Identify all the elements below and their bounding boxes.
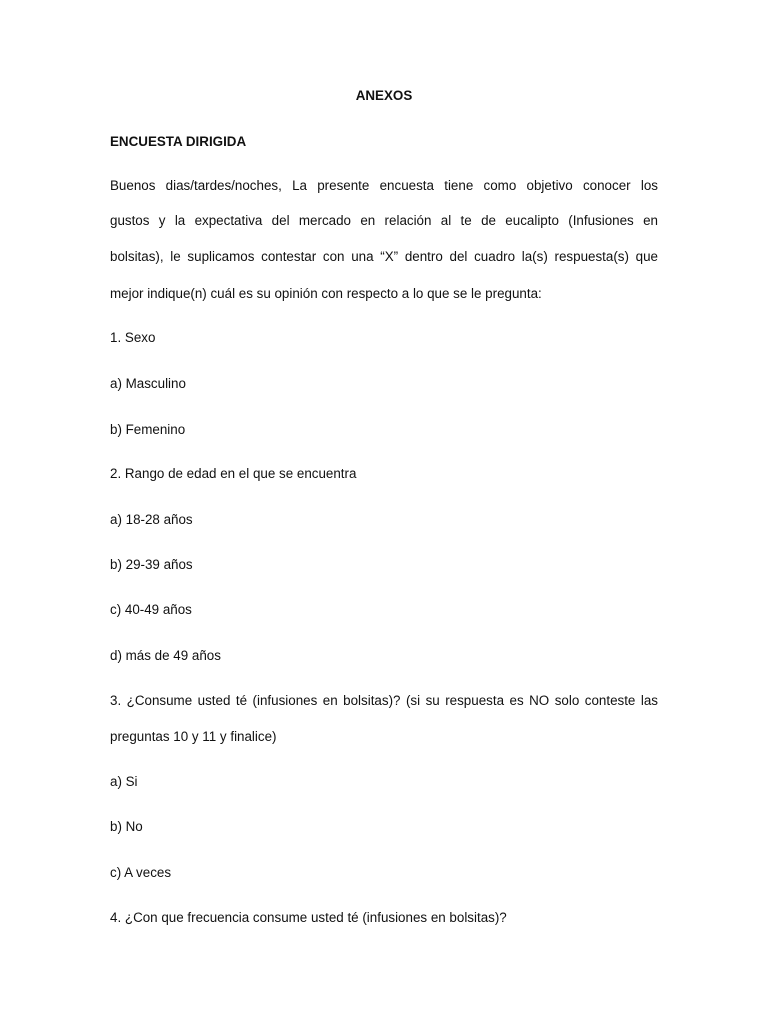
- question-2: 2. Rango de edad en el que se encuentra: [110, 466, 357, 481]
- question-3-option-b: b) No: [110, 819, 143, 834]
- question-2-option-d: d) más de 49 años: [110, 648, 221, 663]
- intro-line-1: Buenos dias/tardes/noches, La presente encuesta tiene como objetivo conocer los: [110, 178, 658, 193]
- question-1: 1. Sexo: [110, 330, 156, 345]
- intro-line-4: mejor indique(n) cuál es su opinión con respecto a lo que se le pregunta:: [110, 286, 542, 301]
- question-3-line-2: preguntas 10 y 11 y finalice): [110, 729, 277, 744]
- document-title: ANEXOS: [355, 88, 413, 103]
- question-1-option-b: b) Femenino: [110, 422, 186, 437]
- question-2-option-c: c) 40-49 años: [110, 602, 192, 617]
- intro-line-3: bolsitas), le suplicamos contestar con una “X” dentro del cuadro la(s) respuesta(s) que: [110, 249, 658, 264]
- question-3-line-1: 3. ¿Consume usted té (infusiones en bolsitas)? (si su respuesta es NO solo conteste las: [110, 693, 658, 708]
- question-4: 4. ¿Con que frecuencia consume usted té (infusiones en bolsitas)?: [110, 910, 507, 925]
- survey-heading: ENCUESTA DIRIGIDA: [110, 134, 247, 149]
- question-2-option-b: b) 29-39 años: [110, 557, 193, 572]
- question-2-option-a: a) 18-28 años: [110, 512, 193, 527]
- question-3-option-c: c) A veces: [110, 865, 172, 880]
- question-1-option-a: a) Masculino: [110, 376, 186, 391]
- intro-line-2: gustos y la expectativa del mercado en relación al te de eucalipto (Infusiones en: [110, 213, 658, 228]
- question-3-option-a: a) Si: [110, 774, 138, 789]
